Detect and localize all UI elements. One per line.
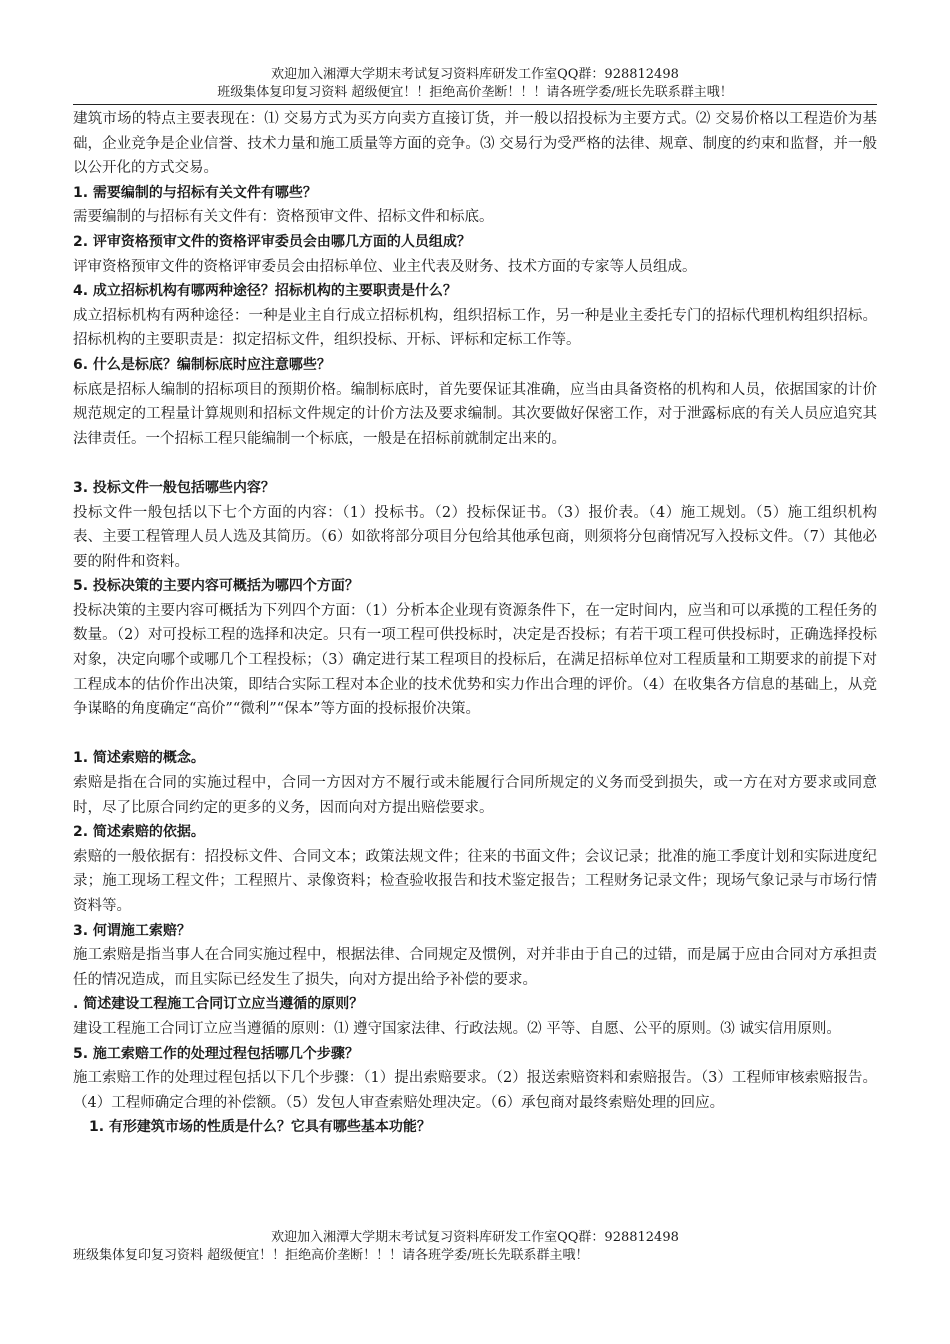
question-heading: 1. 需要编制的与招标有关文件有哪些？ (73, 184, 317, 201)
answer-paragraph: 成立招标机构有两种途径：一种是业主自行成立招标机构，组织招标工作，另一种是业主委托专门的招标代理机构组织招标。招标机构的主要职责是：拟定招标文件，组织投标、开标、评标和定标工作等。 (73, 307, 877, 349)
answer-paragraph: 施工索赔是指当事人在合同实施过程中，根据法律、合同规定及惯例，对并非由于自己的过错，而是属于应由合同对方承担责任的情况造成，而且实际已经发生了损失，向对方提出给予补偿的要求。 (73, 947, 877, 988)
question-heading: 4. 成立招标机构有哪两种途径？招标机构的主要职责是什么？ (73, 283, 457, 300)
answer-paragraph: 索赔的一般依据有：招投标文件、合同文本；政策法规文件；往来的书面文件；会议记录；批准的施工季度计划和实际进度纪录；施工现场工程文件；工程照片、录像资料；检查验收报告和技术鉴定报告；工程财务记录文件；现场气象记录与市场行情资料等。 (73, 848, 877, 914)
answer-paragraph: 标底是招标人编制的招标项目的预期价格。编制标底时，首先要保证其准确，应当由具备资格的机构和人员，依据国家的计价规范规定的工程量计算规则和招标文件规定的计价方法及要求编制。其次要做好保密工作，对于泄露标底的有关人员应追究其法律责任。一个招标工程只能编制一个标底，一般是在招标前就制定出来的。 (73, 381, 877, 447)
answer-paragraph: 投标文件一般包括以下七个方面的内容：（1）投标书。（2）投标保证书。（3）报价表。（4）施工规划。（5）施工组织机构表、主要工程管理人员人选及其简历。（6）如欲将部分项目分包给其他承包商，则须将分包商情况写入投标文件。（7）其他必要的附件和资料。 (73, 504, 877, 570)
question-heading: 1. 有形建筑市场的性质是什么？它具有哪些基本功能？ (89, 1119, 431, 1136)
header-line-2: 班级集体复印复习资料 超级便宜！！拒绝高价垄断！！！请各班学委/班长先联系群主哦！ (217, 85, 733, 100)
question-heading: 5. 投标决策的主要内容可概括为哪四个方面？ (73, 578, 359, 595)
question-heading: 2. 评审资格预审文件的资格评审委员会由哪几方面的人员组成？ (73, 233, 471, 250)
question-heading: 6. 什么是标底？编制标底时应注意哪些？ (73, 356, 331, 373)
answer-paragraph: 建设工程施工合同订立应当遵循的原则：⑴ 遵守国家法律、行政法规。⑵ 平等、自愿、公平的原则。⑶ 诚实信用原则。 (73, 1020, 841, 1037)
page-footer (73, 1229, 877, 1265)
question-heading: 1. 简述索赔的概念。 (73, 750, 205, 767)
question-heading: 3. 何谓施工索赔？ (73, 922, 191, 939)
answer-paragraph: 评审资格预审文件的资格评审委员会由招标单位、业主代表及财务、技术方面的专家等人员组成。 (73, 258, 697, 275)
header-rule (73, 104, 877, 105)
blank-line (73, 451, 877, 476)
answer-paragraph: 投标决策的主要内容可概括为下列四个方面：（1）分析本企业现有资源条件下，在一定时间内，应当和可以承揽的工程任务的数量。（2）对可投标工程的选择和决定。只有一项工程可供投标时，决定是否投标；有若干项工程可供投标时，正确选择投标对象，决定向哪个或哪几个工程投标；（3）确定进行某工程项目的投标后，在满足招标单位对工程质量和工期要求的前提下对工程成本的估价作出决策，即结合实际工程对本企业的技术优势和实力作出合理的评价。（4）在收集各方信息的基础上，从竞争谋略的角度确定“高价”“微利”“保本”等方面的投标报价决策。 (73, 602, 877, 718)
blank-line (73, 722, 877, 747)
question-heading: 5. 施工索赔工作的处理过程包括哪几个步骤？ (73, 1045, 359, 1062)
header-line-1: 欢迎加入湘潭大学期末考试复习资料库研发工作室QQ群：928812498 (271, 67, 679, 82)
intro-paragraph: 建筑市场的特点主要表现在：⑴ 交易方式为买方向卖方直接订货，并一般以招投标为主要方式。⑵ 交易价格以工程造价为基础，企业竞争是企业信誉、技术力量和施工质量等方面的竞争。⑶ 交易行为受严格的法律、规章、制度的约束和监督，并一般以公开化的方式交易。 (73, 111, 877, 177)
footer-line-2: 班级集体复印复习资料 超级便宜！！拒绝高价垄断！！！请各班学委/班长先联系群主哦！ (73, 1248, 589, 1263)
document-body (73, 107, 877, 1140)
answer-paragraph: 施工索赔工作的处理过程包括以下几个步骤：（1）提出索赔要求。（2）报送索赔资料和索赔报告。（3）工程师审核索赔报告。（4）工程师确定合理的补偿额。（5）发包人审查索赔处理决定。（6）承包商对最终索赔处理的回应。 (73, 1070, 877, 1111)
answer-paragraph: 需要编制的与招标有关文件有：资格预审文件、招标文件和标底。 (73, 209, 494, 226)
answer-paragraph: 索赔是指在合同的实施过程中，合同一方因对方不履行或未能履行合同所规定的义务而受到损失，或一方在对方要求或同意时，尽了比原合同约定的更多的义务，因而向对方提出赔偿要求。 (73, 775, 877, 816)
page-header (73, 66, 877, 102)
footer-line-1: 欢迎加入湘潭大学期末考试复习资料库研发工作室QQ群：928812498 (271, 1230, 679, 1245)
document-page (73, 66, 877, 1140)
question-heading: 3. 投标文件一般包括哪些内容？ (73, 479, 275, 496)
question-heading: . 简述建设工程施工合同订立应当遵循的原则？ (73, 996, 364, 1013)
question-heading: 2. 简述索赔的依据。 (73, 824, 205, 841)
